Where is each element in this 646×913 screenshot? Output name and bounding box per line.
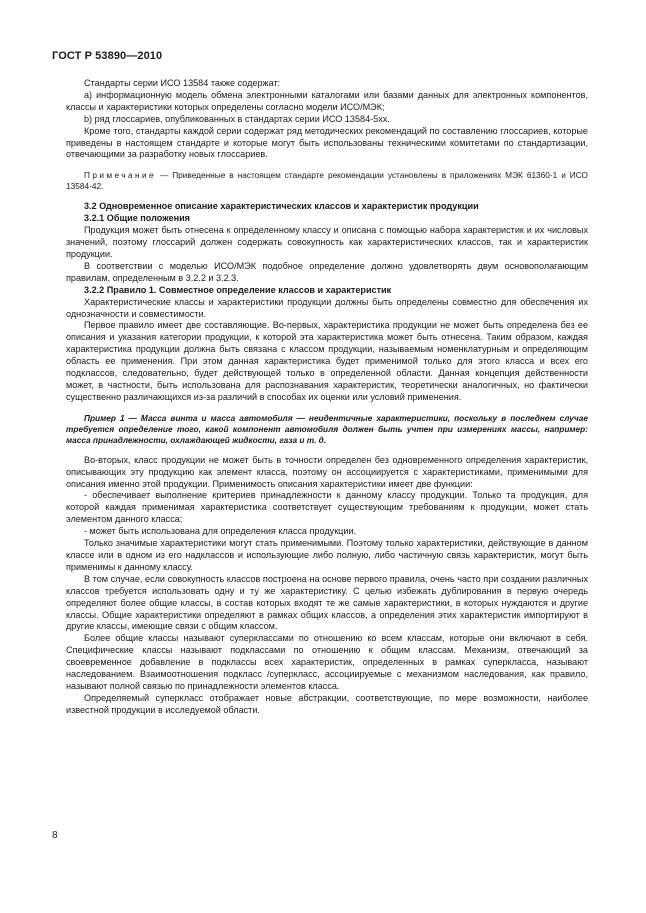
paragraph: Кроме того, стандарты каждой серии содержат ряд методических рекомендаций по составлению глоссариев, которые приведены в настоящем стандарте и которые могут быть использованы техническими комитетами по стандартизации, отвечающими за разработку новых глоссариев. [66, 125, 588, 160]
paragraph: Продукция может быть отнесена к определенному классу и описана с помощью набора характеристик и их числовых значений, поэтому глоссарий должен содержать совокупность как характеристических классов, так и характеристик продукции. [66, 225, 588, 259]
document-header: ГОСТ Р 53890—2010 [52, 50, 163, 62]
page-number: 8 [52, 830, 58, 841]
paragraph: В соответствии с моделью ИСО/МЭК подобное определение должно удовлетворять двум основополагающим правилам, определенным в 3.2.2 и 3.2.3. [66, 260, 588, 283]
list-item: - может быть использована для определения класса продукции. [84, 526, 357, 537]
paragraph: В том случае, если совокупность классов построена на основе первого правила, очень часто при создании различных классов требуется использовать одну и ту же характеристику. С целью избежать дублирования в первую очередь определяют более общие классы, в состав которых входят те же самые характеристики, в которых нуждаются и другие классы. Общие характеристики определяют в рамках общих классов, а определения этих характеристик импортируют в другие классы, имеющие связи с общим классом. [66, 573, 588, 632]
subsection-heading: 3.2.2 Правило 1. Совместное определение классов и характеристик [84, 284, 392, 295]
paragraph: b) ряд глоссариев, опубликованных в стандартах серии ИСО 13584-5хх. [84, 113, 390, 124]
paragraph: Стандарты серии ИСО 13584 также содержат: [84, 78, 281, 88]
paragraph: Только значимые характеристики могут стать применимыми. Поэтому только характеристики, действующие в данном классе или в одном из его надклассов и использующие либо полную, либо частичную связь характеристик, могут быть применимы к данному классу. [66, 538, 588, 572]
paragraph: Определяемый суперкласс отображает новые абстракции, соответствующие, по мере возможности, наиболее известной продукции в исследуемой области. [66, 692, 588, 715]
note-label: Примечание [84, 170, 157, 181]
subsection-heading: 3.2.1 Общие положения [84, 213, 190, 224]
section-heading: 3.2 Одновременное описание характеристических классов и характеристик продукции [84, 201, 479, 212]
note-text: — Приведенные в настоящем стандарте рекомендации установлены в приложениях МЭК 61360-1 и ИСО 13584-42. [66, 170, 588, 192]
list-item: - обеспечивает выполнение критериев принадлежности к данному классу продукции. Только та продукция, для которой каждая применимая характеристика соответствует существующим требованиям к продукции, может стать элементом данного класса; [66, 490, 588, 525]
note [66, 170, 588, 192]
paragraph: Первое правило имеет две составляющие. Во-первых, характеристика продукции не может быть определена без ее описания и указания категории продукции, к которой эта характеристика может быть отнесена. Таким образом, каждая характеристика продукции должна быть связана с классом продукции, называемым номенклатурным и определяющим область ее применения. При этом данная характеристика будет применимой только для этого класса и всех его подклассов, следовательно, будет действующей только в определенной области. Данная концепция действенности может, в частности, быть использована для распознавания характеристик, теоретически аналогичных, но фактически существенно различающихся из-за различий в способах их оценки или условий применения. [66, 320, 588, 402]
paragraph: Во-вторых, класс продукции не может быть в точности определен без одновременного определения характеристик, описывающих эту продукцию как элемент класса, поэтому он ассоциируется с характеристиками, применимыми для описания именно этой продукции. Применимость описания характеристики имеет две функции: [66, 454, 588, 489]
page-body [66, 78, 588, 717]
paragraph: Характеристические классы и характеристики продукции должны быть определены совместно для обеспечения их однозначности и совместимости. [66, 296, 588, 319]
paragraph: Более общие классы называют суперклассами по отношению ко всем классам, которые они включают в себя. Специфические классы называют подклассами по отношению к общим классам. Механизм, отвечающий за своевременное добавление в подклассы всех характеристик, определенных в рамках суперкласса, называют наследованием. Взаимоотношения подкласс /суперкласс, ассоциируемые с механизмом наследования, как правило, называют полной связью по принадлежности элементов класса. [66, 633, 588, 691]
paragraph: а) информационную модель обмена электронными каталогами или базами данных для электронных компонентов, классы и характеристики которых определены согласно модели ИСО/МЭК; [66, 89, 588, 112]
example-block: Пример 1 — Масса винта и масса автомобиля — неидентичные характеристики, поскольку в последнем случае требуется определение того, какой компонент автомобиля должен быть учтен при измерениях массы, например: масса принадлежности, охлаждающей жидкости, газа и т. д. [66, 412, 588, 445]
